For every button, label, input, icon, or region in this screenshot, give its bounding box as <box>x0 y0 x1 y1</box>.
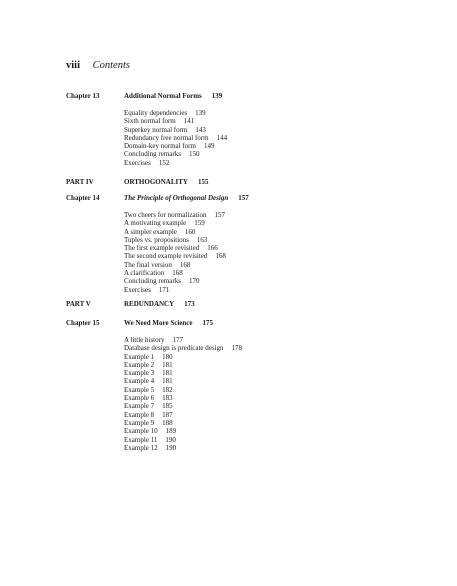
entry-page: 183 <box>162 394 173 403</box>
part-page: 173 <box>184 300 195 308</box>
entry-page: 177 <box>172 336 183 344</box>
toc-entry <box>124 109 227 117</box>
entry-page: 168 <box>179 260 191 269</box>
entry-page: 188 <box>162 418 173 427</box>
entry-title: Two cheers for normalization <box>124 211 207 219</box>
entry-page: 166 <box>207 244 218 253</box>
toc-entry <box>124 244 226 252</box>
entry-page: 178 <box>231 344 243 353</box>
entry-page: 182 <box>162 385 173 394</box>
part-label: PART IV <box>66 178 94 186</box>
entry-page: 157 <box>214 211 226 219</box>
entry-title: Example 6 <box>124 394 155 403</box>
toc-entry <box>124 286 226 294</box>
chapter-14-sections <box>124 211 226 294</box>
page-number: viii <box>66 60 81 71</box>
chapter-label: Chapter 15 <box>66 319 100 327</box>
chapter-13-sections <box>124 109 227 167</box>
toc-entry <box>124 436 242 444</box>
toc-entry <box>124 277 226 285</box>
toc-entry <box>124 377 242 385</box>
toc-entry <box>124 159 227 167</box>
entry-title: Concluding remarks <box>124 277 181 286</box>
entry-page: 168 <box>215 252 226 261</box>
toc-entry <box>124 236 226 244</box>
entry-title: The final version <box>124 260 172 269</box>
entry-title: Example 2 <box>124 360 155 369</box>
part-4-heading <box>66 178 208 186</box>
entry-page: 144 <box>216 133 228 142</box>
chapter-page: 157 <box>238 194 249 202</box>
chapter-13-heading <box>66 92 222 100</box>
entry-title: Exercises <box>124 158 151 167</box>
entry-page: 139 <box>195 109 206 117</box>
part-page: 155 <box>197 178 209 186</box>
entry-page: 168 <box>172 269 183 278</box>
toc-entry <box>124 269 226 277</box>
entry-title: Example 11 <box>124 435 158 444</box>
chapter-title: We Need More Science <box>124 319 193 327</box>
entry-title: Equality dependencies <box>124 109 188 117</box>
toc-entry <box>124 361 242 369</box>
entry-title: Example 10 <box>124 427 158 436</box>
chapter-page: 139 <box>211 92 223 100</box>
entry-page: 149 <box>203 142 215 151</box>
entry-title: The first example revisited <box>124 244 200 253</box>
entry-title: A simpler example <box>124 227 177 236</box>
entry-page: 181 <box>162 369 173 378</box>
entry-title: Concluding remarks <box>124 150 181 159</box>
running-title: Contents <box>92 60 130 71</box>
entry-title: A little history <box>124 336 165 344</box>
chapter-label: Chapter 13 <box>66 92 100 100</box>
toc-entry <box>124 411 242 419</box>
toc-entry <box>124 353 242 361</box>
toc-entry <box>124 261 226 269</box>
toc-entry <box>124 394 242 402</box>
toc-entry <box>124 252 226 260</box>
entry-title: Example 3 <box>124 369 155 378</box>
entry-page: 180 <box>162 352 173 361</box>
entry-page: 181 <box>162 377 173 386</box>
entry-page: 160 <box>184 227 196 236</box>
entry-title: Tuples vs. propositions <box>124 235 189 244</box>
page-header <box>66 60 130 71</box>
chapter-title: Additional Normal Forms <box>124 92 202 100</box>
chapter-label: Chapter 14 <box>66 194 100 202</box>
toc-entry <box>124 427 242 435</box>
toc-entry <box>124 117 227 125</box>
part-title: REDUNDANCY <box>124 300 175 308</box>
chapter-15-heading <box>66 319 213 327</box>
part-label: PART V <box>66 300 91 308</box>
chapter-15-sections <box>124 336 242 452</box>
part-5-heading <box>66 300 195 308</box>
entry-page: 152 <box>158 158 170 167</box>
entry-title: Example 7 <box>124 402 155 411</box>
entry-title: Example 5 <box>124 385 155 394</box>
entry-page: 150 <box>188 150 200 159</box>
toc-entry <box>124 219 226 227</box>
entry-title: Example 1 <box>124 352 155 361</box>
entry-title: Domain-key normal form <box>124 142 196 151</box>
entry-page: 185 <box>162 402 173 411</box>
entry-page: 190 <box>165 435 176 444</box>
toc-entry <box>124 344 242 352</box>
entry-title: Redundancy free normal form <box>124 133 209 142</box>
toc-entry <box>124 419 242 427</box>
toc-entry <box>124 228 226 236</box>
toc-entry <box>124 444 242 452</box>
entry-title: Database design is predicate design <box>124 344 224 353</box>
chapter-title: The Principle of Orthogonal Design <box>124 194 229 202</box>
entry-title: Superkey normal form <box>124 125 188 134</box>
entry-title: Example 9 <box>124 418 155 427</box>
toc-entry <box>124 126 227 134</box>
toc-entry <box>124 386 242 394</box>
entry-title: Exercises <box>124 285 151 294</box>
toc-entry <box>124 142 227 150</box>
entry-title: A clarification <box>124 269 165 278</box>
toc-entry <box>124 134 227 142</box>
entry-page: 171 <box>158 285 170 294</box>
toc-entry <box>124 211 226 219</box>
toc-entry <box>124 150 227 158</box>
entry-title: Example 4 <box>124 377 155 386</box>
part-title: ORTHOGONALITY <box>124 178 188 186</box>
entry-title: Example 8 <box>124 410 155 419</box>
entry-page: 187 <box>162 410 173 419</box>
entry-page: 189 <box>165 427 177 436</box>
entry-page: 170 <box>188 277 200 286</box>
entry-title: The second example revisited <box>124 252 208 261</box>
entry-page: 141 <box>183 117 195 126</box>
entry-title: Sixth normal form <box>124 117 176 126</box>
entry-page: 159 <box>194 219 205 228</box>
toc-entry <box>124 369 242 377</box>
toc-entry <box>124 336 242 344</box>
entry-title: A motivating example <box>124 219 187 228</box>
toc-entry <box>124 402 242 410</box>
entry-page: 181 <box>162 360 173 369</box>
entry-page: 143 <box>195 125 206 134</box>
entry-page: 163 <box>196 235 208 244</box>
chapter-page: 175 <box>202 319 213 327</box>
entry-title: Example 12 <box>124 443 158 452</box>
entry-page: 190 <box>165 443 177 452</box>
chapter-14-heading <box>66 194 249 202</box>
